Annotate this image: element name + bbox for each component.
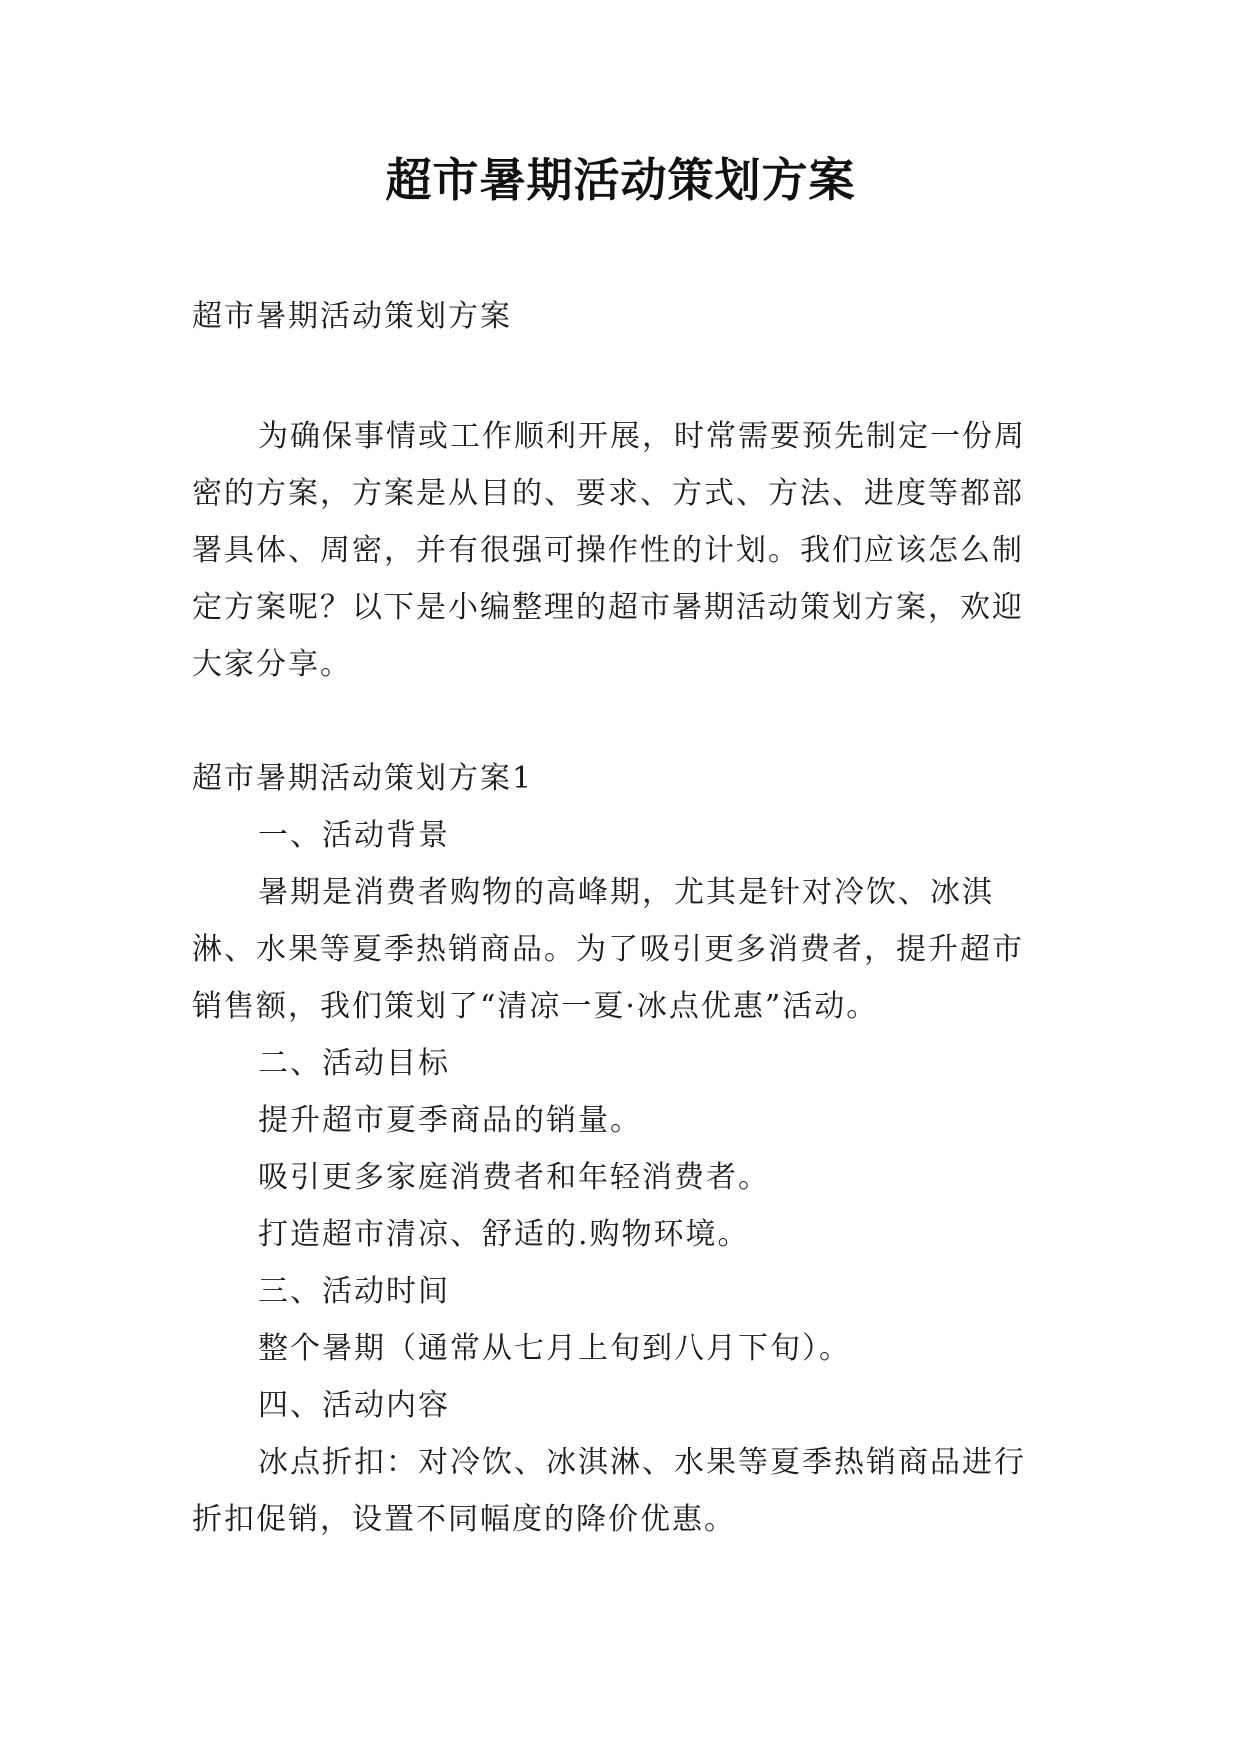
content-paragraph: 冰点折扣：对冷饮、冰淇淋、水果等夏季热销商品进行折扣促销，设置不同幅度的降价优惠。	[192, 1445, 1026, 1537]
time-paragraph: 整个暑期（通常从七月上旬到八月下旬）。	[258, 1331, 851, 1366]
document-body	[192, 288, 1052, 1548]
background-paragraph: 暑期是消费者购物的高峰期，尤其是针对冷饮、冰淇淋、水果等夏季热销商品。为了吸引更多消费者，提升超市销售额，我们策划了“清凉一夏·冰点优惠”活动。	[192, 875, 1024, 1024]
time-heading: 三、活动时间	[258, 1274, 450, 1309]
background-heading: 一、活动背景	[258, 818, 450, 853]
goal-item: 打造超市清凉、舒适的.购物环境。	[258, 1217, 750, 1252]
document-subtitle: 超市暑期活动策划方案	[192, 299, 512, 334]
goal-item: 提升超市夏季商品的销量。	[258, 1103, 642, 1138]
section-heading: 超市暑期活动策划方案1	[192, 761, 534, 796]
content-heading: 四、活动内容	[258, 1388, 450, 1423]
goal-item: 吸引更多家庭消费者和年轻消费者。	[258, 1160, 770, 1195]
goals-heading: 二、活动目标	[258, 1046, 450, 1081]
intro-paragraph: 为确保事情或工作顺利开展，时常需要预先制定一份周密的方案，方案是从目的、要求、方式、方法、进度等都部署具体、周密，并有很强可操作性的计划。我们应该怎么制定方案呢？以下是小编整理的超市暑期活动策划方案，欢迎大家分享。	[192, 419, 1026, 682]
document-title: 超市暑期活动策划方案	[385, 153, 856, 207]
